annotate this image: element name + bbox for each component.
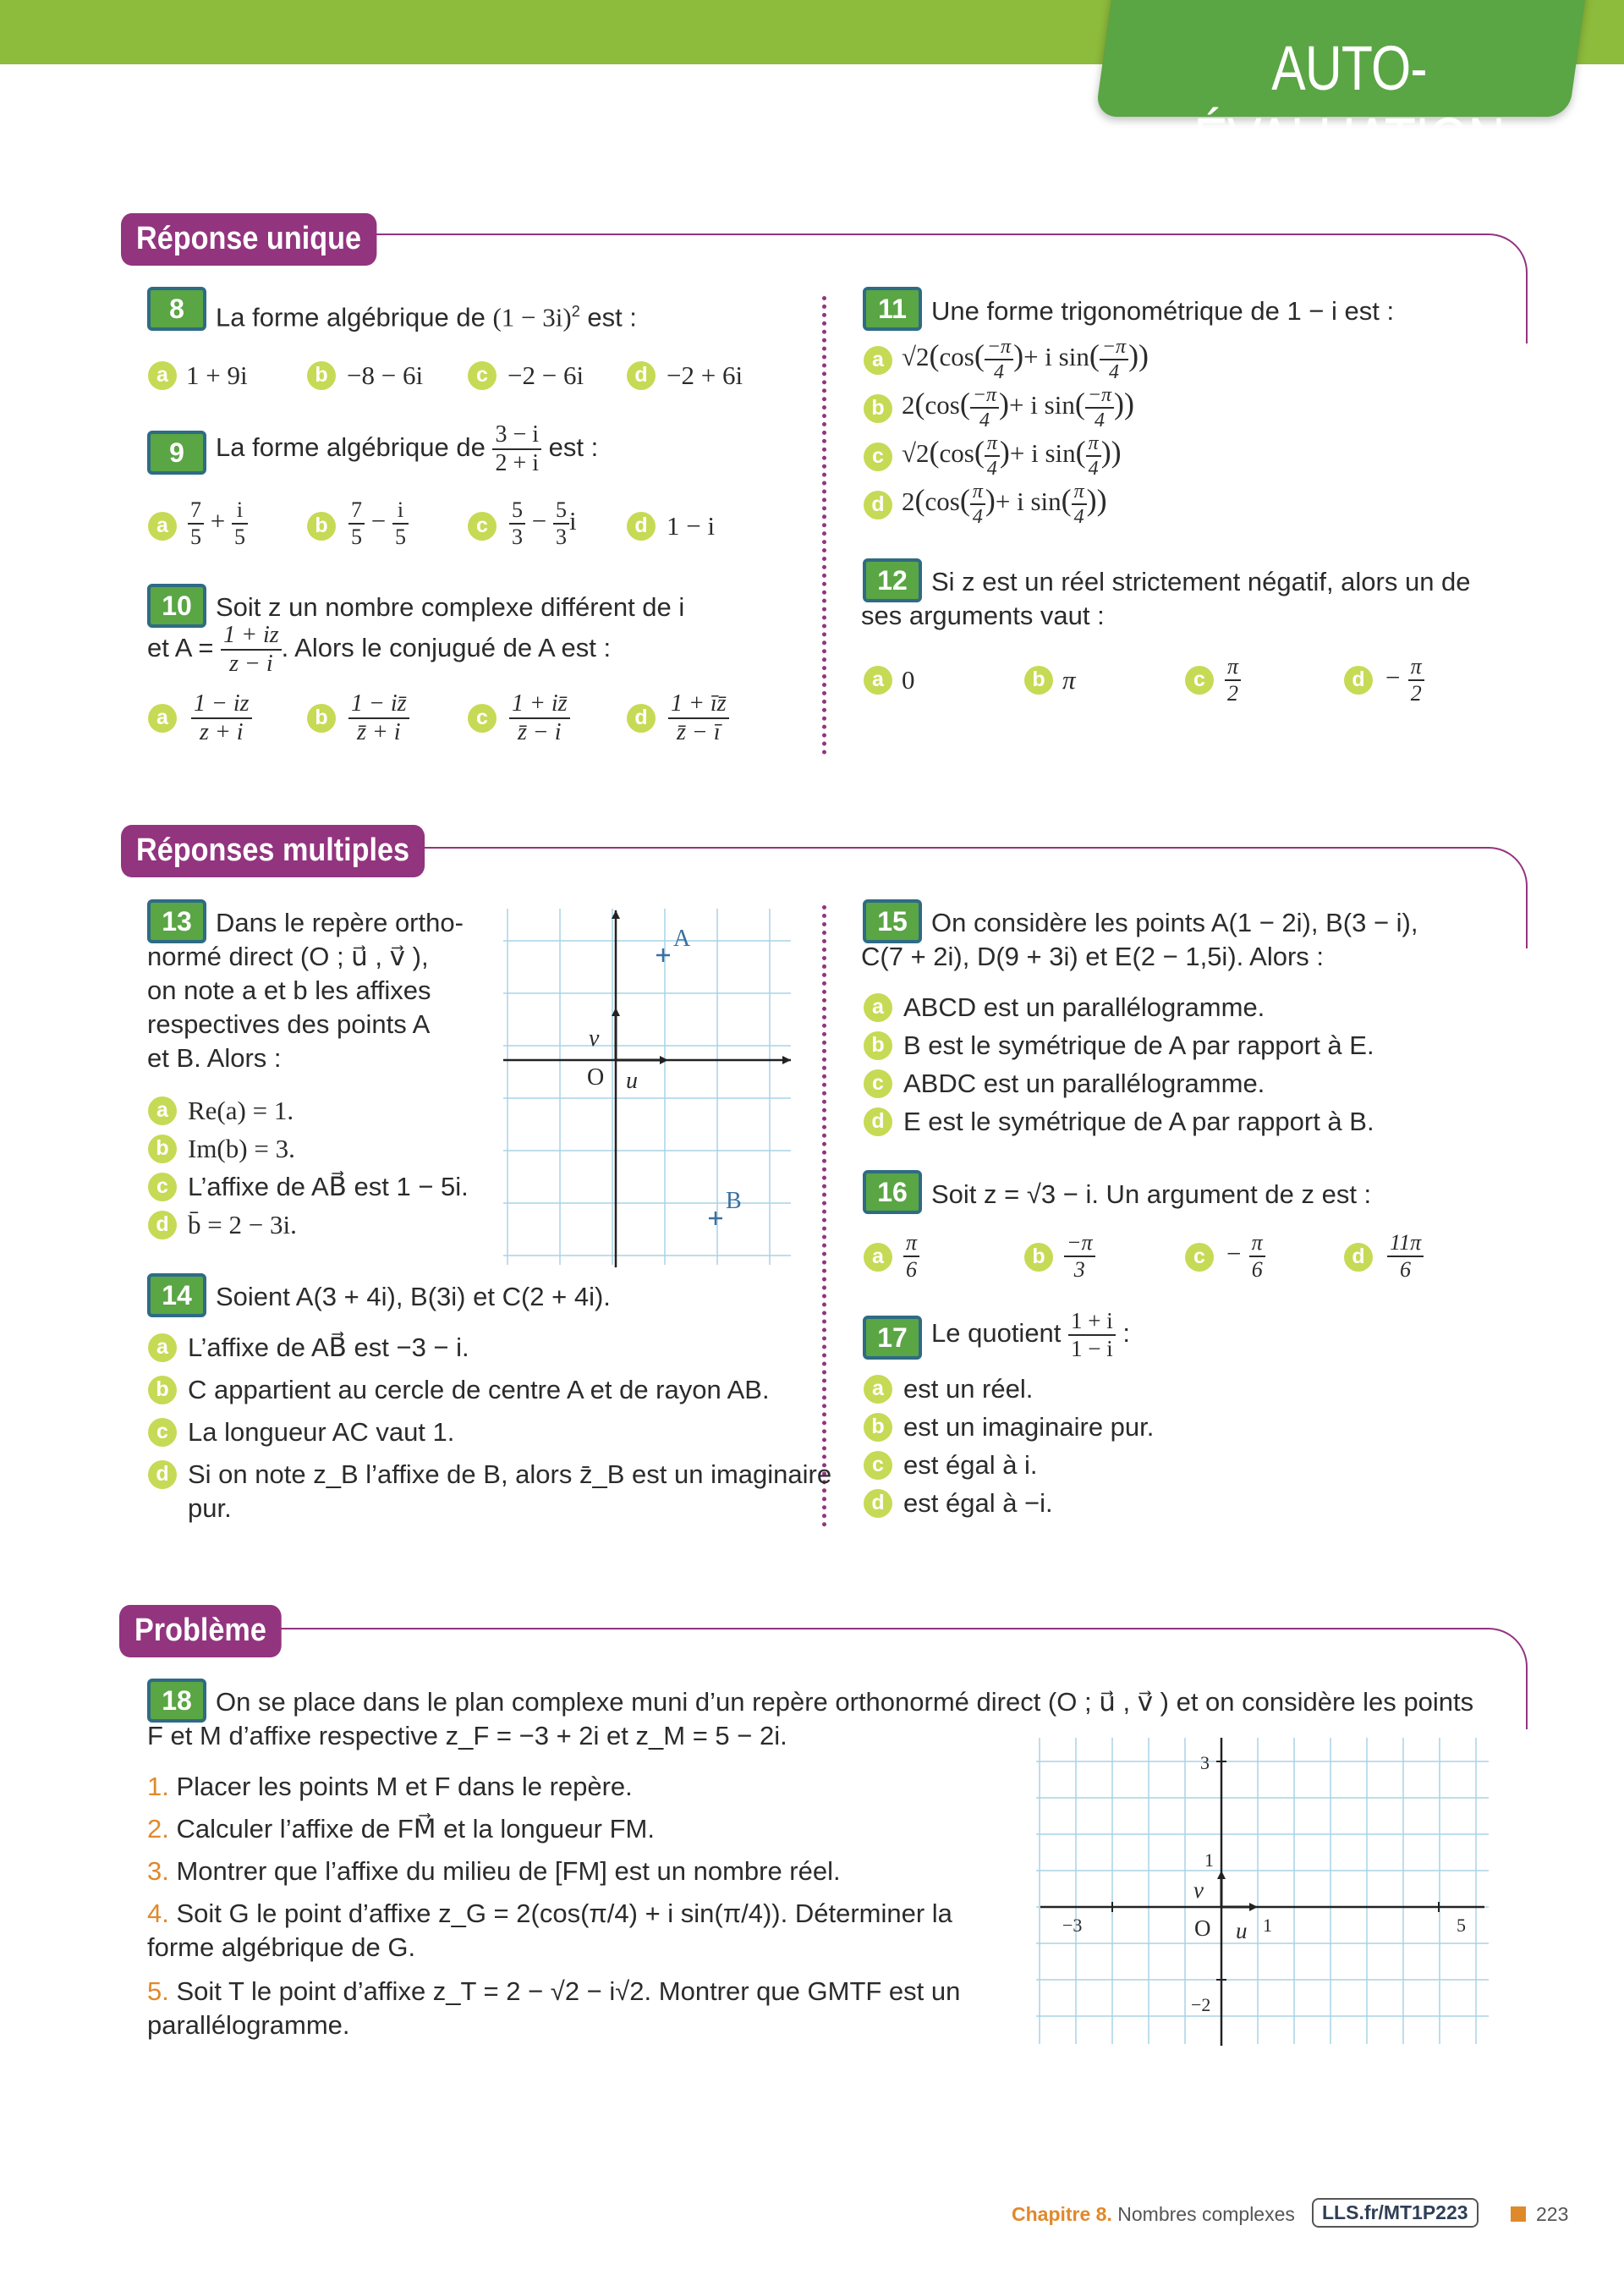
option-c[interactable]: ABDC est un parallélogramme. — [903, 1069, 1265, 1098]
option-b[interactable]: −8 − 6i — [347, 360, 424, 390]
question-prompt-line4: respectives des points A — [147, 1009, 431, 1039]
option-c[interactable]: $\frac{1 + iz̄}{z̄ - i}$ — [509, 692, 570, 745]
option-b-badge[interactable]: b — [1024, 1243, 1053, 1272]
problem-item-2: 2. Calculer l’affixe de FM⃗ et la longueur FM. — [147, 1814, 655, 1844]
option-a[interactable]: ABCD est un parallélogramme. — [903, 992, 1265, 1022]
option-d[interactable]: b̄ = 2 − 3i. — [188, 1210, 297, 1239]
option-a-badge[interactable]: a — [864, 1243, 892, 1272]
option-b-badge[interactable]: b — [864, 394, 892, 423]
option-a-badge[interactable]: a — [864, 346, 892, 375]
option-c-badge[interactable]: c — [468, 704, 497, 733]
option-b-badge[interactable]: b — [148, 1376, 177, 1404]
option-b-badge[interactable]: b — [307, 361, 336, 390]
origin-label: O — [587, 1064, 605, 1091]
problem-intro-line1: On se place dans le plan complexe muni d’un repère orthonormé direct (O ; u⃗ , v⃗ ) et on considère les points — [216, 1687, 1474, 1717]
question-number: 17 — [863, 1316, 922, 1360]
question-prompt-line1: On considère les points A(1 − 2i), B(3 − i), — [931, 908, 1418, 937]
option-d[interactable]: 2(cos( $\frac{\pi}{4}$ )+ i sin( $\frac{\pi}{4}$ )) — [902, 481, 1107, 528]
x-tick-5: 5 — [1457, 1915, 1466, 1936]
option-b[interactable]: $\frac{1 - iz̄}{z̄ + i}$ — [348, 692, 409, 745]
question-prompt-line2: ses arguments vaut : — [861, 601, 1105, 630]
question-prompt-line2: C(7 + 2i), D(9 + 3i) et E(2 − 1,5i). Alors : — [861, 942, 1325, 971]
option-d-badge[interactable]: d — [148, 1211, 177, 1239]
option-b-badge[interactable]: b — [1024, 666, 1053, 695]
option-d[interactable]: 1 − i — [667, 511, 716, 541]
option-c[interactable]: − $\frac{\pi}{6}$ — [1225, 1232, 1265, 1281]
question-prompt-line2: normé direct (O ; u⃗ , v⃗ ), — [147, 942, 429, 971]
option-d-badge[interactable]: d — [627, 512, 656, 541]
option-d[interactable]: E est le symétrique de A par rapport à B. — [903, 1107, 1374, 1136]
option-a[interactable]: $\frac{\pi}{6}$ — [903, 1232, 919, 1281]
option-a[interactable]: 0 — [902, 665, 915, 695]
problem-item-5: 5. Soit T le point d’affixe z_T = 2 − √2 − i√2. Montrer que GMTF est un — [147, 1976, 961, 2006]
option-c[interactable]: $\frac{\pi}{2}$ — [1225, 656, 1241, 705]
point-a-marker — [656, 948, 670, 962]
point-a-label: A — [673, 926, 691, 952]
option-b[interactable]: est un imaginaire pur. — [903, 1412, 1155, 1442]
question-number: 10 — [147, 584, 206, 628]
question-number: 8 — [147, 287, 206, 331]
option-a[interactable]: $\frac{7}{5}$ + $\frac{i}{5}$ — [188, 499, 248, 548]
section-title-probleme: Problème — [119, 1605, 282, 1657]
option-d[interactable]: $\frac{11\pi}{6}$ — [1387, 1232, 1424, 1281]
option-b-badge[interactable]: b — [864, 1031, 892, 1060]
point-b-marker — [709, 1212, 722, 1225]
option-a[interactable]: Re(a) = 1. — [188, 1096, 294, 1125]
option-d-continued: pur. — [188, 1493, 232, 1523]
option-b-badge[interactable]: b — [307, 704, 336, 733]
question-prompt-line1: Soit z un nombre complexe différent de i — [216, 592, 685, 622]
question-number: 9 — [147, 431, 206, 475]
option-c[interactable]: $\frac{5}{3}$ − $\frac{5}{3}$ i — [509, 499, 577, 548]
option-a-badge[interactable]: a — [148, 512, 177, 541]
footer-link[interactable]: LLS.fr/MT1P223 — [1312, 2198, 1479, 2228]
question-number: 14 — [147, 1273, 206, 1317]
option-a-badge[interactable]: a — [148, 361, 177, 390]
option-d-badge[interactable]: d — [1344, 1243, 1373, 1272]
option-d-badge[interactable]: d — [864, 1489, 892, 1518]
option-c-badge[interactable]: c — [864, 1069, 892, 1098]
question-prompt-line3: on note a et b les affixes — [147, 975, 431, 1005]
option-d-badge[interactable]: d — [1344, 666, 1373, 695]
option-b[interactable]: 2(cos( $\frac{-\pi}{4}$ )+ i sin( $\frac{-\pi}{4}$ )) — [902, 384, 1135, 431]
question-prompt: La forme algébrique de $(1 - 3i)^2$ est : — [216, 302, 637, 332]
option-a[interactable]: est un réel. — [903, 1374, 1034, 1404]
option-d-badge[interactable]: d — [627, 704, 656, 733]
question-prompt: Soit z = √3 − i. Un argument de z est : — [931, 1179, 1372, 1209]
x-tick-minus-3: −3 — [1062, 1915, 1083, 1936]
option-b-badge[interactable]: b — [864, 1413, 892, 1442]
u-label: u⃗ — [626, 1068, 656, 1094]
y-tick-1: 1 — [1204, 1849, 1214, 1871]
option-b[interactable]: B est le symétrique de A par rapport à E. — [903, 1030, 1374, 1060]
option-a-badge[interactable]: a — [148, 704, 177, 733]
u-label: u⃗ — [1236, 1918, 1265, 1943]
question-number: 13 — [147, 899, 206, 943]
option-d[interactable]: $\frac{1 + īz̄}{z̄ - ī}$ — [668, 692, 729, 745]
problem-intro-line2: F et M d’affixe respective z_F = −3 + 2i et z_M = 5 − 2i. — [147, 1721, 787, 1750]
footer-chapter: Chapitre 8. Nombres complexes — [1012, 2203, 1295, 2225]
question-number: 11 — [863, 287, 922, 331]
question-prompt: Le quotient $\frac{1 + i}{1 - i}$ : — [931, 1308, 1131, 1361]
option-a-badge[interactable]: a — [864, 993, 892, 1022]
grid — [1036, 1738, 1489, 2044]
option-a-badge[interactable]: a — [864, 666, 892, 695]
option-b[interactable]: $\frac{7}{5}$ − $\frac{i}{5}$ — [348, 499, 409, 548]
column-separator — [822, 296, 826, 755]
question-prompt: Soient A(3 + 4i), B(3i) et C(2 + 4i). — [216, 1282, 611, 1311]
column-separator — [822, 905, 826, 1527]
origin-label: O — [1194, 1915, 1211, 1941]
option-b-badge[interactable]: b — [148, 1135, 177, 1163]
option-d-badge[interactable]: d — [148, 1460, 177, 1489]
x-tick-1: 1 — [1263, 1915, 1272, 1936]
option-c-badge[interactable]: c — [148, 1173, 177, 1201]
option-d-badge[interactable]: d — [864, 491, 892, 519]
question-prompt-line1: Dans le repère ortho- — [216, 908, 464, 937]
option-a[interactable]: √2(cos( $\frac{-\pi}{4}$ )+ i sin( $\frac{-\pi}{4}$ )) — [902, 336, 1149, 383]
section-title-unique: Réponse unique — [121, 213, 376, 266]
option-d[interactable]: −2 + 6i — [667, 360, 743, 390]
option-b[interactable]: π — [1062, 665, 1076, 695]
problem-item-3: 3. Montrer que l’affixe du milieu de [FM] est un nombre réel. — [147, 1856, 841, 1886]
problem-item-4: 4. Soit G le point d’affixe z_G = 2(cos(π/4) + i sin(π/4)). Déterminer la — [147, 1899, 952, 1928]
option-c-badge[interactable]: c — [148, 1418, 177, 1447]
problem-item-1: 1. Placer les points M et F dans le repère. — [147, 1772, 633, 1801]
option-d[interactable]: est égal à −i. — [903, 1488, 1053, 1518]
option-c[interactable]: −2 − 6i — [508, 360, 584, 390]
y-tick-3: 3 — [1200, 1752, 1210, 1773]
option-a-badge[interactable]: a — [864, 1375, 892, 1404]
option-c-badge[interactable]: c — [1185, 1243, 1214, 1272]
option-c[interactable]: L’affixe de AB⃗ est 1 − 5i. — [188, 1172, 469, 1201]
option-a[interactable]: $\frac{1 - iz}{z + i}$ — [191, 692, 252, 745]
point-b-label: B — [726, 1188, 742, 1214]
option-d[interactable]: − $\frac{\pi}{2}$ — [1384, 656, 1424, 705]
question-prompt-line1: Si z est un réel strictement négatif, alors un de — [931, 567, 1471, 596]
question-prompt-line5: et B. Alors : — [147, 1043, 282, 1073]
option-d-badge[interactable]: d — [627, 361, 656, 390]
section-title-multiples: Réponses multiples — [121, 825, 425, 877]
question-number: 16 — [863, 1170, 922, 1214]
option-c[interactable]: √2(cos( $\frac{\pi}{4}$ )+ i sin( $\frac{\pi}{4}$ )) — [902, 432, 1122, 480]
v-label: v⃗ — [589, 1025, 618, 1052]
question-number: 12 — [863, 558, 922, 602]
footer-square-icon — [1511, 2206, 1526, 2222]
option-c[interactable]: La longueur AC vaut 1. — [188, 1417, 455, 1447]
option-b[interactable]: C appartient au cercle de centre A et de rayon AB. — [188, 1375, 770, 1404]
page-title: AUTO-ÉVALUATION — [1193, 33, 1505, 175]
question-number: 15 — [863, 899, 922, 943]
option-a-badge[interactable]: a — [148, 1096, 177, 1125]
option-c-badge[interactable]: c — [468, 512, 497, 541]
option-a[interactable]: 1 + 9i — [186, 360, 248, 390]
option-d[interactable]: Si on note z_B l’affixe de B, alors z̄_B est un imaginaire — [188, 1459, 832, 1489]
option-d-badge[interactable]: d — [864, 1107, 892, 1136]
q18-graph — [1036, 1733, 1493, 2046]
page-number: 223 — [1536, 2203, 1569, 2225]
option-b[interactable]: Im(b) = 3. — [188, 1134, 295, 1163]
question-prompt-line2: et A = $\frac{1 + iz}{z - i}$ . Alors le conjugué de A est : — [147, 622, 612, 677]
option-c-badge[interactable]: c — [864, 1451, 892, 1480]
option-c[interactable]: est égal à i. — [903, 1450, 1038, 1480]
option-c-badge[interactable]: c — [1185, 666, 1214, 695]
option-b-badge[interactable]: b — [307, 512, 336, 541]
question-prompt: Une forme trigonométrique de 1 − i est : — [931, 296, 1395, 326]
option-c-badge[interactable]: c — [864, 442, 892, 471]
y-tick-minus-2: −2 — [1191, 1994, 1211, 2015]
option-a[interactable]: L’affixe de AB⃗ est −3 − i. — [188, 1333, 469, 1362]
option-c-badge[interactable]: c — [468, 361, 497, 390]
option-a-badge[interactable]: a — [148, 1333, 177, 1362]
v-label: v⃗ — [1193, 1877, 1221, 1903]
option-b[interactable]: $\frac{-\pi}{3}$ — [1064, 1232, 1095, 1281]
problem-item-4-cont: forme algébrique de G. — [147, 1932, 416, 1962]
problem-item-5-cont: parallélogramme. — [147, 2010, 350, 2040]
question-number: 18 — [147, 1679, 206, 1723]
question-prompt: La forme algébrique de $\frac{3 - i}{2 + i}$ est : — [216, 421, 599, 476]
